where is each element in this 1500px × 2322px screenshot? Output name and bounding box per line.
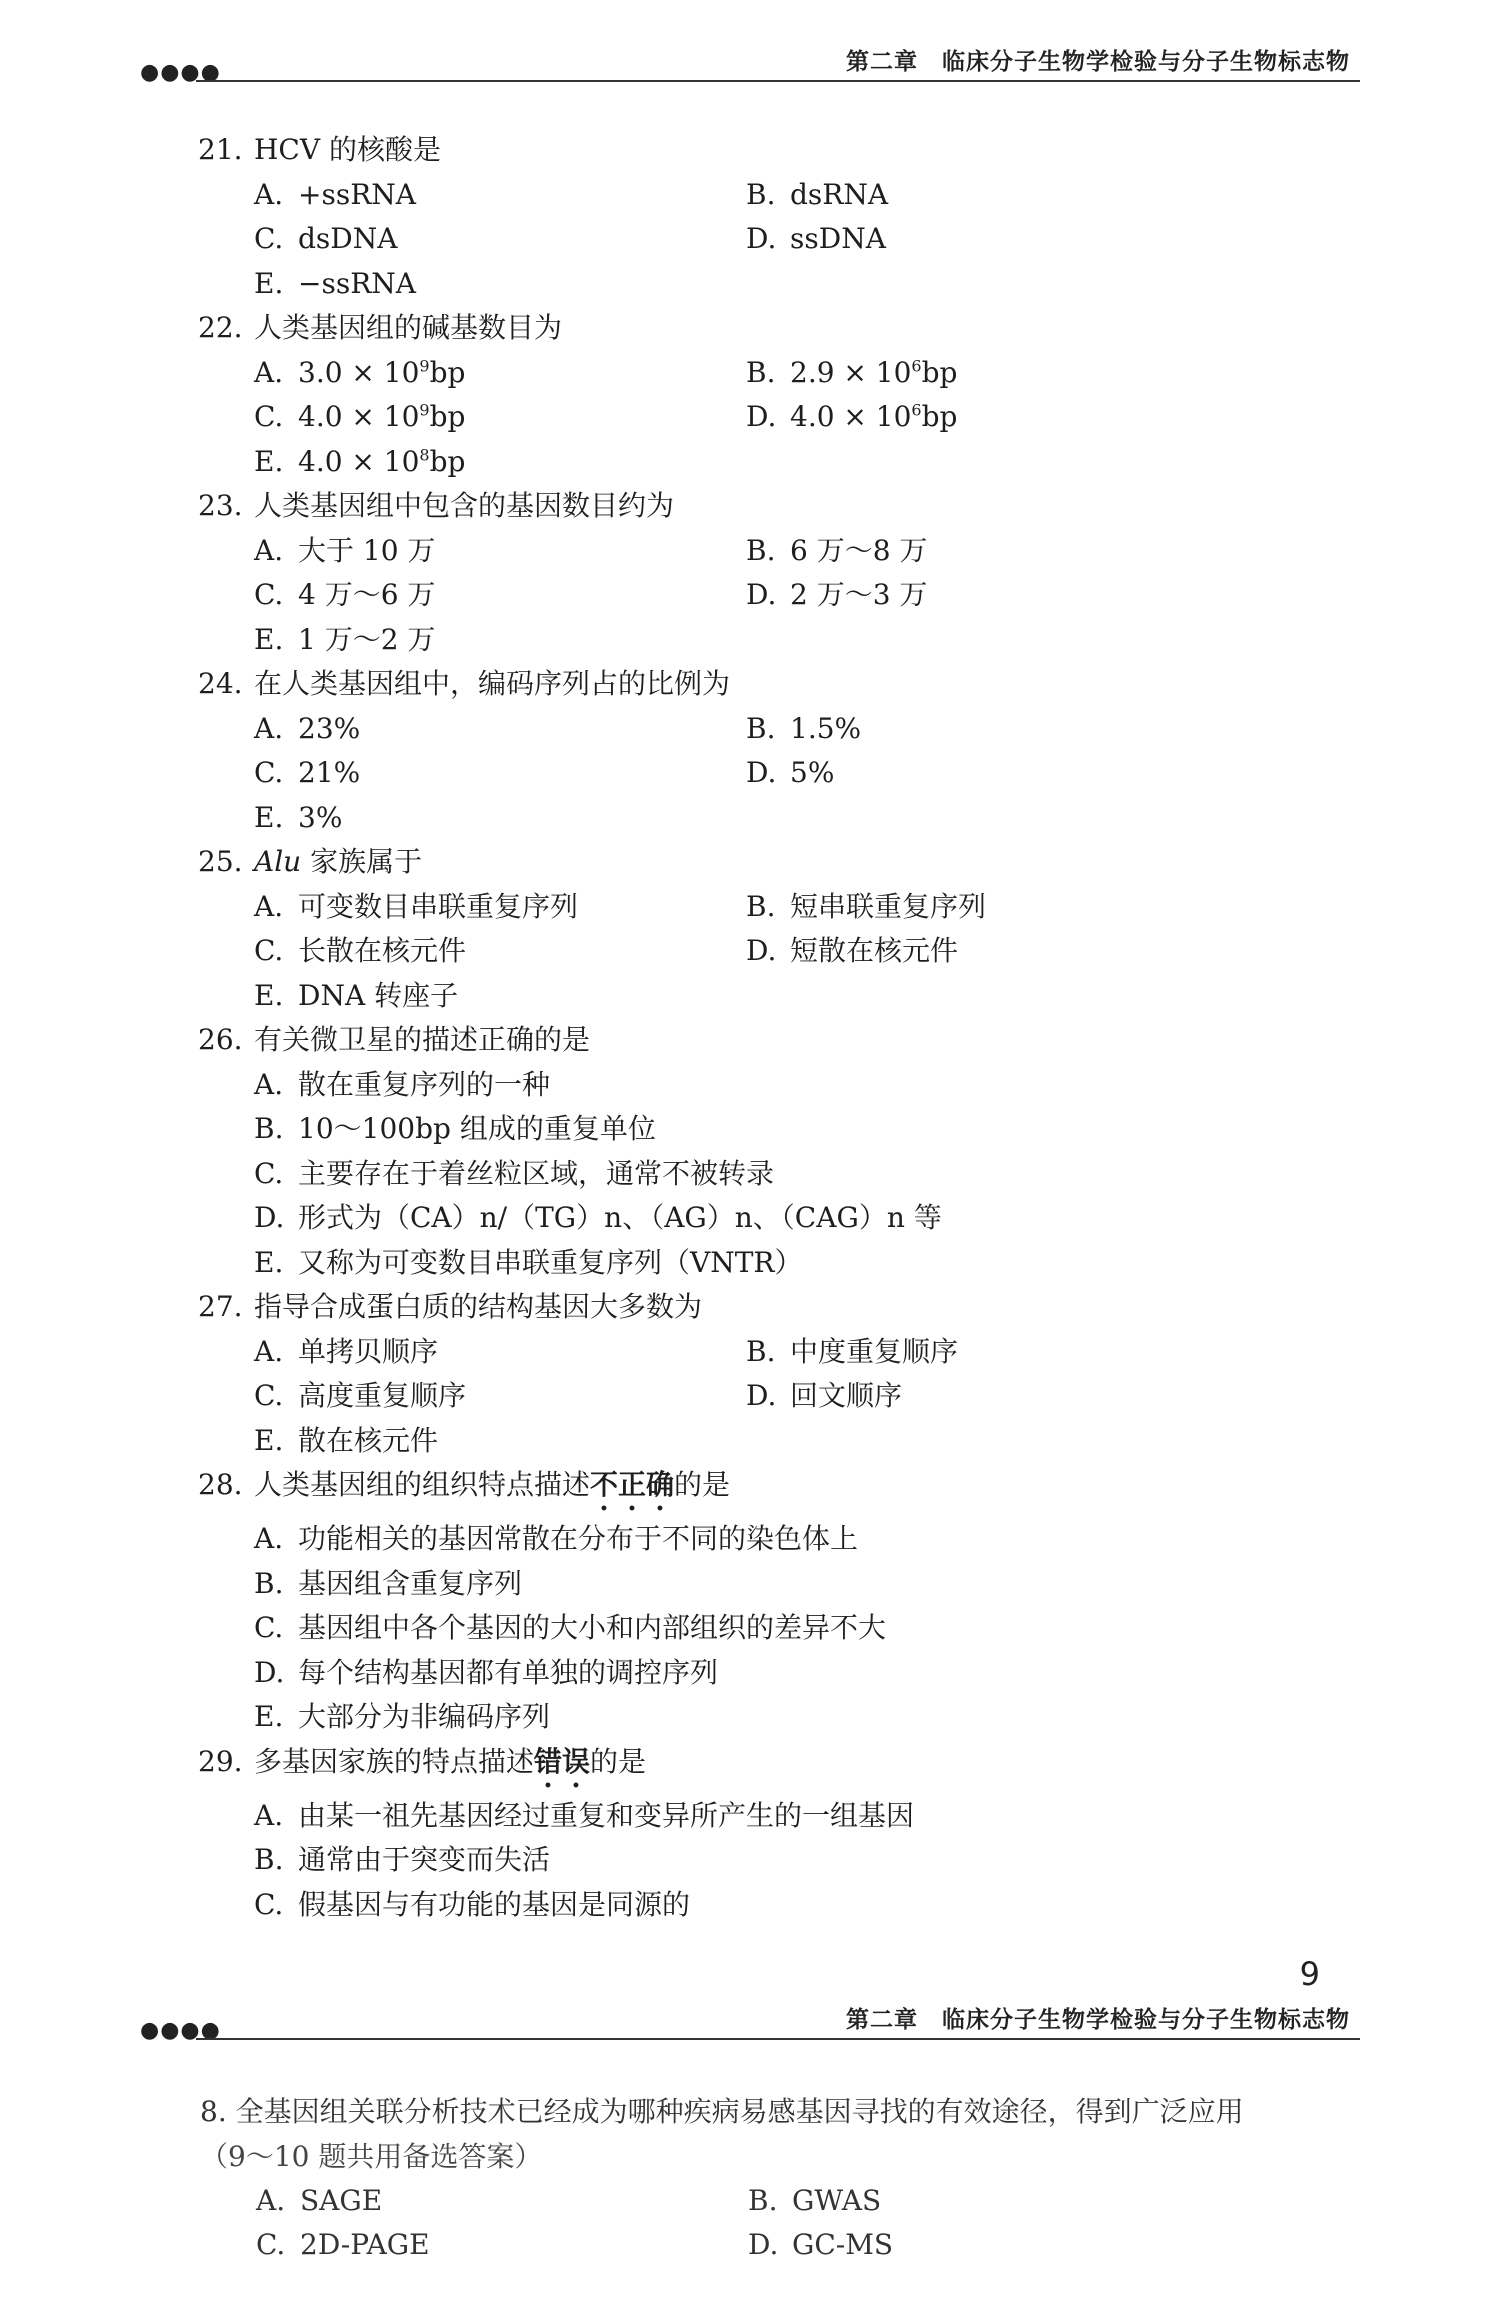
option-text: 散在核元件	[298, 1423, 439, 1457]
option-key: B.	[746, 1334, 776, 1368]
header-dots: ●●●●	[140, 2018, 221, 2043]
option-text: 4 万～6 万	[298, 578, 436, 611]
option-text: dsDNA	[298, 222, 398, 255]
chapter-title: 第二章 临床分子生物学检验与分子生物标志物	[846, 49, 1350, 75]
question-item	[198, 1285, 1318, 1463]
option-key: A.	[254, 533, 284, 567]
option-a	[254, 1517, 1254, 1562]
question-list-2	[200, 2090, 1350, 2268]
option-text: GC-MS	[792, 2228, 894, 2261]
question-number: 23.	[198, 489, 243, 522]
option-b	[254, 1562, 1254, 1607]
option-text: 主要存在于着丝粒区域，通常不被转录	[298, 1156, 775, 1190]
question-number: 29.	[198, 1744, 243, 1778]
question-number: 27.	[198, 1290, 243, 1323]
stem-text: 多基因家族的特点描述	[254, 1744, 535, 1778]
option-text: 假基因与有功能的基因是同源的	[298, 1887, 691, 1921]
option-key: D.	[748, 2228, 779, 2261]
stem-emphasis: 不正确	[590, 1468, 675, 1501]
option-d	[254, 1196, 1254, 1241]
option-exponent: 6	[911, 356, 922, 376]
question-stem	[198, 128, 1318, 173]
option-key: E.	[254, 1245, 284, 1279]
option-e	[254, 262, 746, 307]
option-key: D.	[746, 934, 777, 967]
option-key: A.	[254, 711, 284, 745]
option-key: A.	[256, 2183, 286, 2217]
option-key: D.	[254, 1201, 285, 1234]
option-key: E.	[254, 622, 284, 656]
option-key: C.	[254, 578, 284, 611]
option-grid	[200, 2179, 1350, 2268]
question-stem: 8. 全基因组关联分析技术已经成为哪种疾病易感基因寻找的有效途径，得到广泛应用	[200, 2095, 1244, 2128]
running-header-2	[140, 2002, 1360, 2042]
option-key: C.	[254, 1887, 284, 1921]
option-c	[254, 929, 746, 974]
option-key: A.	[254, 1334, 284, 1368]
option-text: 2D-PAGE	[300, 2228, 430, 2261]
option-key: D.	[746, 400, 777, 433]
option-d	[746, 929, 1306, 974]
option-exponent: 9	[419, 400, 430, 420]
option-key: B.	[746, 889, 776, 923]
question-stem	[198, 306, 1318, 351]
option-text: SAGE	[300, 2183, 383, 2217]
option-text: 短散在核元件	[790, 934, 959, 967]
header-rule	[196, 80, 1360, 82]
question-item	[198, 1740, 1318, 1928]
option-b	[748, 2179, 1308, 2224]
option-exponent: 9	[419, 356, 430, 376]
option-a	[256, 2179, 748, 2224]
question-item	[198, 306, 1318, 484]
option-text: DNA 转座子	[298, 978, 459, 1012]
option-c	[254, 573, 746, 618]
option-e	[254, 796, 746, 841]
option-grid	[198, 529, 1318, 663]
option-b	[254, 1107, 1254, 1152]
option-a	[254, 173, 746, 218]
page-number: 9	[1299, 1955, 1320, 1993]
question-item	[198, 128, 1318, 306]
option-e	[254, 1695, 1254, 1740]
option-text: ssDNA	[790, 222, 886, 255]
option-unit: bp	[429, 355, 466, 389]
option-a	[254, 351, 746, 396]
option-key: A.	[254, 355, 284, 389]
option-grid	[198, 1330, 1318, 1464]
option-text: 高度重复顺序	[298, 1379, 467, 1412]
question-item	[198, 1463, 1318, 1740]
option-text: 1.5%	[790, 711, 862, 745]
question-item	[198, 662, 1318, 840]
header-rule	[196, 2038, 1360, 2040]
option-key: C.	[254, 934, 284, 967]
option-a	[254, 707, 746, 752]
option-grid	[198, 885, 1318, 1019]
option-text: 长散在核元件	[298, 934, 467, 967]
option-key: A.	[254, 1798, 284, 1832]
option-b	[254, 1838, 1254, 1883]
option-unit: bp	[921, 355, 958, 389]
stem-italic-term: Alu	[254, 845, 302, 878]
question-item	[198, 840, 1318, 1018]
option-d	[746, 217, 1306, 262]
option-b	[746, 529, 1306, 574]
question-stem	[198, 840, 1318, 885]
option-key: B.	[254, 1843, 284, 1876]
option-d	[748, 2223, 1308, 2268]
option-a	[254, 1063, 1254, 1108]
option-key: B.	[746, 177, 776, 211]
option-grid	[198, 1517, 1318, 1740]
option-text: +ssRNA	[298, 177, 417, 211]
option-key: D.	[746, 756, 777, 789]
option-unit: bp	[429, 444, 466, 478]
option-text: 每个结构基因都有单独的调控序列	[298, 1655, 719, 1689]
option-key: E.	[254, 266, 284, 300]
option-a	[254, 529, 746, 574]
option-text: 5%	[790, 756, 835, 789]
option-unit: bp	[921, 400, 958, 433]
option-unit: bp	[429, 400, 466, 433]
option-text: 2.9 × 10	[790, 355, 912, 389]
stem-text: HCV 的核酸是	[254, 133, 441, 166]
option-text: dsRNA	[790, 177, 889, 211]
option-grid	[198, 173, 1318, 307]
option-key: E.	[254, 978, 284, 1012]
option-key: B.	[254, 1112, 284, 1145]
option-key: A.	[254, 889, 284, 923]
option-b	[746, 885, 1306, 930]
question-item	[198, 484, 1318, 662]
option-key: C.	[256, 2228, 286, 2261]
option-key: C.	[254, 400, 284, 433]
option-text: 短串联重复序列	[790, 889, 987, 923]
option-d	[254, 1651, 1254, 1696]
option-key: D.	[746, 1379, 777, 1412]
option-c	[254, 217, 746, 262]
option-key: B.	[746, 355, 776, 389]
option-grid	[198, 707, 1318, 841]
option-grid	[198, 1794, 1318, 1928]
question-list	[198, 128, 1318, 1927]
question-stem	[198, 1018, 1318, 1063]
option-grid	[198, 1063, 1318, 1286]
stem-text: 人类基因组的组织特点描述	[254, 1468, 591, 1501]
option-e	[254, 974, 746, 1019]
option-c	[254, 1374, 746, 1419]
option-text: 又称为可变数目串联重复序列（VNTR）	[298, 1245, 803, 1279]
option-text: 基因组含重复序列	[298, 1566, 523, 1600]
option-e	[254, 618, 746, 663]
option-key: A.	[254, 1067, 284, 1101]
option-text: 2 万～3 万	[790, 578, 928, 611]
stem-text-post: 的是	[590, 1744, 647, 1778]
option-text: 4.0 × 10	[790, 400, 912, 433]
option-exponent: 8	[419, 445, 430, 465]
option-text: 散在重复序列的一种	[298, 1067, 551, 1101]
question-stem	[198, 1740, 1318, 1794]
question-number: 26.	[198, 1023, 243, 1056]
option-key: D.	[746, 578, 777, 611]
option-c	[254, 1152, 1254, 1197]
stem-text: 人类基因组的碱基数目为	[254, 311, 563, 344]
option-key: E.	[254, 800, 284, 834]
option-grid	[198, 351, 1318, 485]
option-key: B.	[254, 1566, 284, 1600]
stem-text: 家族属于	[301, 845, 423, 878]
option-text: 1 万～2 万	[298, 622, 436, 656]
chapter-title: 第二章 临床分子生物学检验与分子生物标志物	[846, 2007, 1350, 2033]
option-text: GWAS	[792, 2183, 882, 2217]
question-number: 22.	[198, 311, 243, 344]
option-key: B.	[746, 711, 776, 745]
option-e	[254, 440, 746, 485]
option-text: 4.0 × 10	[298, 400, 420, 433]
question-stem	[198, 1285, 1318, 1330]
option-key: B.	[746, 533, 776, 567]
option-b	[746, 173, 1306, 218]
shared-options-note: （9～10 题共用备选答案）	[200, 2139, 543, 2173]
question-number: 24.	[198, 667, 243, 700]
option-exponent: 6	[911, 400, 922, 420]
option-text: 中度重复顺序	[790, 1334, 959, 1368]
option-a	[254, 885, 746, 930]
stem-text: 有关微卫星的描述正确的是	[254, 1023, 591, 1056]
option-d	[746, 1374, 1306, 1419]
option-text: 单拷贝顺序	[298, 1334, 439, 1368]
option-key: C.	[254, 1156, 284, 1190]
question-stem	[198, 484, 1318, 529]
stem-text: 指导合成蛋白质的结构基因大多数为	[254, 1290, 703, 1323]
option-text: 回文顺序	[790, 1379, 903, 1412]
option-key: D.	[746, 222, 777, 255]
option-key: C.	[254, 1611, 284, 1644]
option-a	[254, 1330, 746, 1375]
option-text: 可变数目串联重复序列	[298, 889, 579, 923]
option-b	[746, 1330, 1306, 1375]
option-key: C.	[254, 1379, 284, 1412]
question-number: 25.	[198, 845, 243, 878]
stem-text: 在人类基因组中，编码序列占的比例为	[254, 667, 731, 700]
stem-emphasis: 错误	[534, 1744, 591, 1778]
stem-text: 人类基因组中包含的基因数目约为	[254, 489, 675, 522]
option-text: 通常由于突变而失活	[298, 1843, 551, 1876]
option-text: 23%	[298, 711, 361, 745]
option-text: 由某一祖先基因经过重复和变异所产生的一组基因	[298, 1798, 915, 1832]
option-key: A.	[254, 1522, 284, 1555]
option-key: C.	[254, 222, 284, 255]
question-stem	[198, 1463, 1318, 1517]
option-text: 形式为（CA）n/（TG）n、（AG）n、（CAG）n 等	[298, 1201, 942, 1234]
option-key: A.	[254, 177, 284, 211]
option-text: 21%	[298, 756, 361, 789]
option-d	[746, 395, 1306, 440]
option-text: −ssRNA	[298, 266, 417, 300]
option-b	[746, 351, 1306, 396]
option-text: 基因组中各个基因的大小和内部组织的差异不大	[298, 1611, 887, 1644]
option-text: 大部分为非编码序列	[298, 1700, 551, 1733]
question-number: 28.	[198, 1468, 243, 1501]
option-key: B.	[748, 2183, 778, 2217]
option-c	[254, 1883, 1254, 1928]
option-c	[254, 395, 746, 440]
option-text: 4.0 × 10	[298, 444, 420, 478]
option-b	[746, 707, 1306, 752]
stem-text-post: 的是	[674, 1468, 731, 1501]
question-item	[198, 1018, 1318, 1285]
option-c	[254, 1606, 1254, 1651]
option-key: E.	[254, 1700, 284, 1733]
question-stem	[198, 662, 1318, 707]
option-text: 10～100bp 组成的重复单位	[298, 1112, 656, 1145]
option-text: 6 万～8 万	[790, 533, 928, 567]
option-d	[746, 751, 1306, 796]
option-e	[254, 1241, 1254, 1286]
option-c	[254, 751, 746, 796]
header-dots: ●●●●	[140, 60, 221, 85]
option-d	[746, 573, 1306, 618]
question-number: 21.	[198, 133, 243, 166]
option-key: D.	[254, 1655, 285, 1689]
option-c	[256, 2223, 748, 2268]
running-header	[140, 44, 1360, 84]
option-e	[254, 1419, 746, 1464]
option-key: C.	[254, 756, 284, 789]
page-2	[0, 1980, 1500, 2322]
option-text: 3%	[298, 800, 343, 834]
option-key: E.	[254, 444, 284, 478]
option-text: 3.0 × 10	[298, 355, 420, 389]
option-text: 功能相关的基因常散在分布于不同的染色体上	[298, 1522, 859, 1555]
option-key: E.	[254, 1423, 284, 1457]
option-text: 大于 10 万	[298, 533, 436, 567]
option-a	[254, 1794, 1254, 1839]
